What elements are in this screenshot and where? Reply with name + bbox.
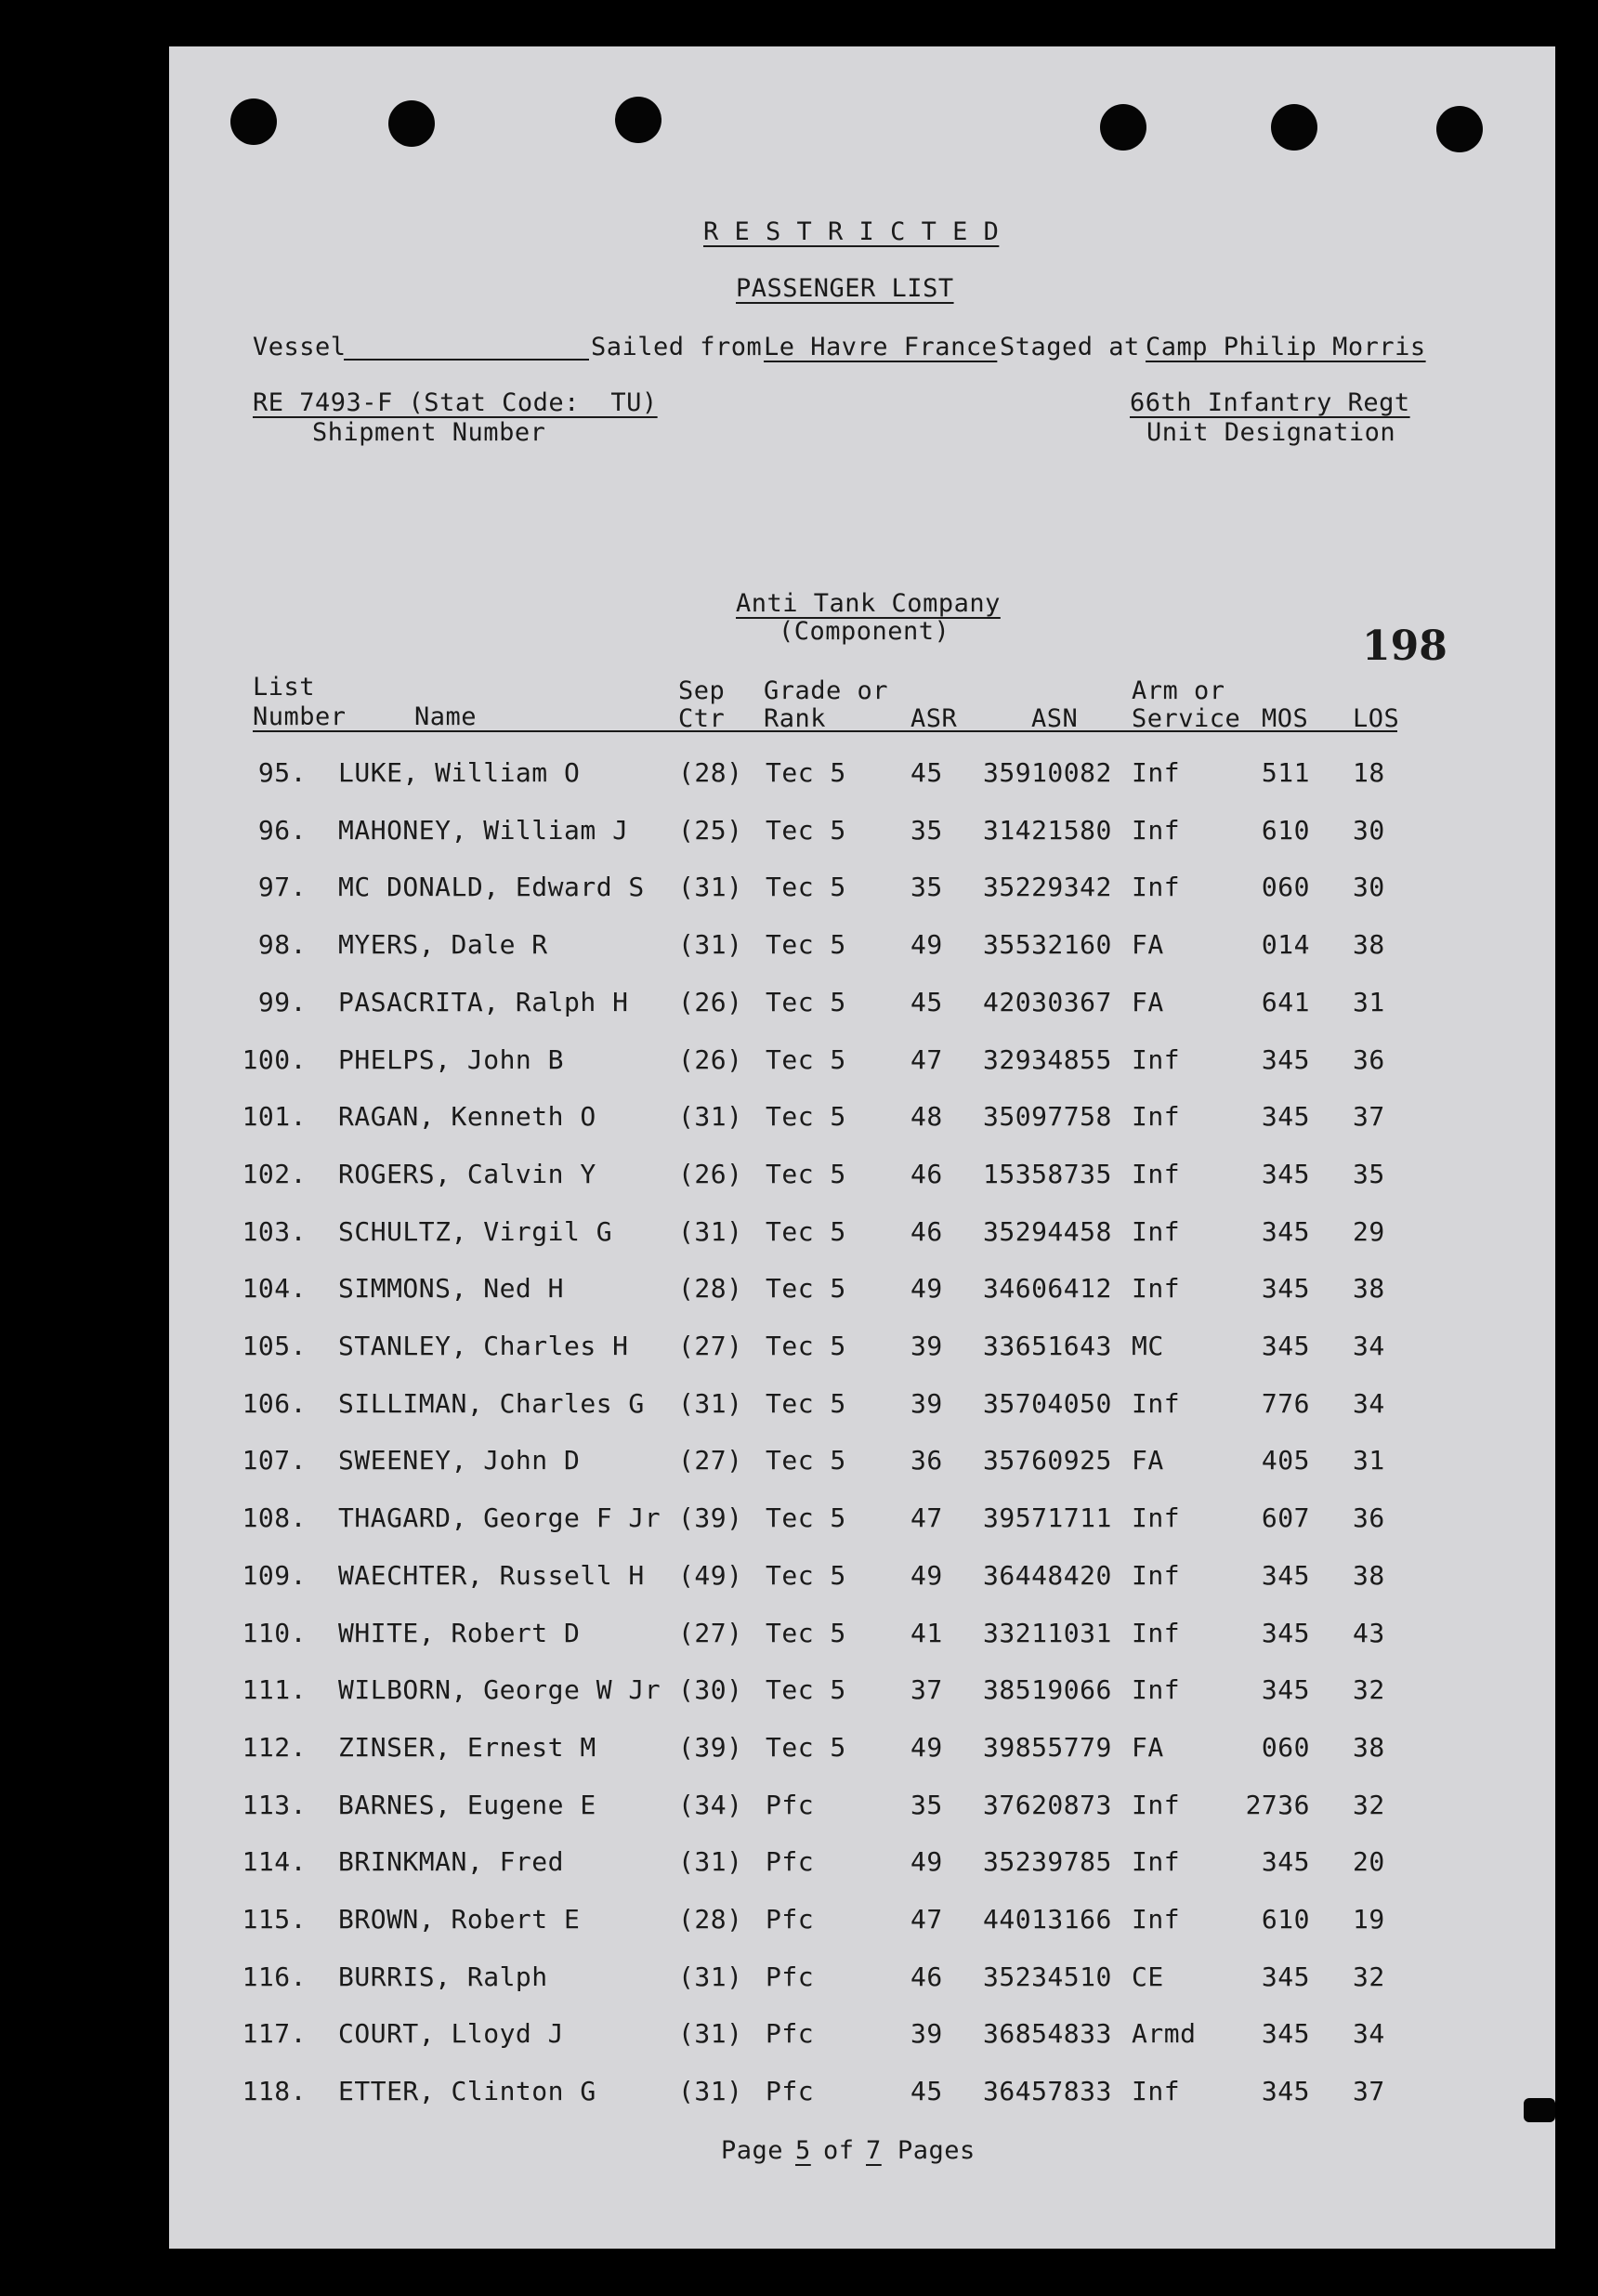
row-grade: Tec 5 bbox=[766, 1560, 846, 1591]
row-asn: 36448420 bbox=[983, 1560, 1112, 1591]
page-word: Page bbox=[721, 2136, 784, 2165]
row-los: 20 bbox=[1353, 1846, 1385, 1877]
row-arm: Inf bbox=[1132, 872, 1181, 902]
col-arm-service: Arm or bbox=[1132, 676, 1225, 705]
row-grade: Tec 5 bbox=[766, 1044, 846, 1075]
sailed-label: Sailed from bbox=[591, 333, 763, 361]
row-arm: Inf bbox=[1132, 1846, 1181, 1877]
edge-mark bbox=[1524, 2098, 1555, 2122]
row-sep-ctr: (27) bbox=[678, 1331, 743, 1361]
row-name: ROGERS, Calvin Y bbox=[338, 1159, 596, 1189]
col-sep-ctr: Ctr bbox=[678, 704, 726, 733]
row-sep-ctr: (28) bbox=[678, 1273, 743, 1304]
row-sep-ctr: (31) bbox=[678, 1846, 743, 1877]
row-name: MC DONALD, Edward S bbox=[338, 872, 645, 902]
row-asn: 42030367 bbox=[983, 987, 1112, 1017]
row-arm: FA bbox=[1132, 929, 1164, 960]
row-number: 104. bbox=[242, 1273, 307, 1304]
row-los: 34 bbox=[1353, 1331, 1385, 1361]
page-stamp-number: 198 bbox=[1362, 623, 1447, 670]
row-asn: 35910082 bbox=[983, 757, 1112, 788]
row-mos: 345 bbox=[1261, 1961, 1310, 1992]
row-asr: 39 bbox=[910, 2018, 943, 2049]
row-asr: 48 bbox=[910, 1101, 943, 1132]
row-asn: 35532160 bbox=[983, 929, 1112, 960]
row-los: 30 bbox=[1353, 815, 1385, 846]
row-number: 96. bbox=[257, 815, 307, 846]
row-asr: 36 bbox=[910, 1445, 943, 1476]
row-los: 30 bbox=[1353, 872, 1385, 902]
row-arm: MC bbox=[1132, 1331, 1164, 1361]
row-asr: 46 bbox=[910, 1216, 943, 1247]
row-mos: 345 bbox=[1261, 1331, 1310, 1361]
row-name: WAECHTER, Russell H bbox=[338, 1560, 645, 1591]
row-name: MYERS, Dale R bbox=[338, 929, 548, 960]
col-list-number: List bbox=[253, 673, 316, 702]
page-total: 7 bbox=[866, 2136, 882, 2165]
row-sep-ctr: (31) bbox=[678, 2076, 743, 2106]
row-number: 109. bbox=[242, 1560, 307, 1591]
row-mos: 610 bbox=[1261, 815, 1310, 846]
unit-caption: Unit Designation bbox=[1146, 418, 1396, 447]
of-word: of bbox=[823, 2136, 855, 2165]
row-mos: 345 bbox=[1261, 1044, 1310, 1075]
row-number: 112. bbox=[242, 1732, 307, 1763]
row-los: 31 bbox=[1353, 987, 1385, 1017]
sailed-value: Le Havre France bbox=[764, 333, 998, 361]
row-asr: 35 bbox=[910, 872, 943, 902]
row-arm: Inf bbox=[1132, 1790, 1181, 1820]
row-mos: 345 bbox=[1261, 1674, 1310, 1705]
row-asr: 45 bbox=[910, 2076, 943, 2106]
row-grade: Tec 5 bbox=[766, 1159, 846, 1189]
row-arm: FA bbox=[1132, 987, 1164, 1017]
row-number: 98. bbox=[257, 929, 307, 960]
row-arm: Inf bbox=[1132, 757, 1181, 788]
row-asn: 39571711 bbox=[983, 1502, 1112, 1533]
row-sep-ctr: (34) bbox=[678, 1790, 743, 1820]
row-asn: 36457833 bbox=[983, 2076, 1112, 2106]
col-los: LOS bbox=[1353, 704, 1400, 733]
col-arm-service: Service bbox=[1132, 704, 1241, 733]
row-number: 102. bbox=[242, 1159, 307, 1189]
row-name: STANLEY, Charles H bbox=[338, 1331, 629, 1361]
row-mos: 345 bbox=[1261, 1618, 1310, 1648]
row-mos: 345 bbox=[1261, 1560, 1310, 1591]
row-grade: Tec 5 bbox=[766, 1216, 846, 1247]
row-mos: 345 bbox=[1261, 2018, 1310, 2049]
row-sep-ctr: (28) bbox=[678, 757, 743, 788]
row-mos: 607 bbox=[1261, 1502, 1310, 1533]
row-los: 32 bbox=[1353, 1961, 1385, 1992]
row-grade: Tec 5 bbox=[766, 1502, 846, 1533]
row-mos: 345 bbox=[1261, 1846, 1310, 1877]
row-sep-ctr: (31) bbox=[678, 872, 743, 902]
row-asn: 34606412 bbox=[983, 1273, 1112, 1304]
row-name: BROWN, Robert E bbox=[338, 1904, 581, 1935]
col-grade: Grade or bbox=[764, 676, 889, 705]
row-grade: Tec 5 bbox=[766, 1273, 846, 1304]
row-asn: 36854833 bbox=[983, 2018, 1112, 2049]
row-asn: 38519066 bbox=[983, 1674, 1112, 1705]
row-asr: 45 bbox=[910, 987, 943, 1017]
row-grade: Tec 5 bbox=[766, 757, 846, 788]
row-asr: 47 bbox=[910, 1502, 943, 1533]
row-mos: 345 bbox=[1261, 1159, 1310, 1189]
row-grade: Pfc bbox=[766, 2018, 815, 2049]
vessel-label: Vessel bbox=[253, 333, 347, 361]
shipment-number: RE 7493-F (Stat Code: TU) bbox=[253, 388, 658, 417]
row-asr: 49 bbox=[910, 1732, 943, 1763]
row-asr: 49 bbox=[910, 1560, 943, 1591]
row-number: 113. bbox=[242, 1790, 307, 1820]
row-asn: 35294458 bbox=[983, 1216, 1112, 1247]
row-name: SWEENEY, John D bbox=[338, 1445, 581, 1476]
row-arm: FA bbox=[1132, 1445, 1164, 1476]
row-grade: Tec 5 bbox=[766, 815, 846, 846]
row-los: 38 bbox=[1353, 1560, 1385, 1591]
component-value: Anti Tank Company bbox=[736, 589, 1001, 618]
row-asr: 49 bbox=[910, 929, 943, 960]
restricted-heading: R E S T R I C T E D bbox=[703, 217, 1000, 246]
component-caption: (Component) bbox=[779, 617, 950, 646]
row-los: 32 bbox=[1353, 1790, 1385, 1820]
row-name: SIMMONS, Ned H bbox=[338, 1273, 565, 1304]
row-name: WHITE, Robert D bbox=[338, 1618, 581, 1648]
col-list-number: Number bbox=[253, 702, 347, 731]
vessel-blank-line bbox=[344, 359, 589, 361]
row-mos: 060 bbox=[1261, 1732, 1310, 1763]
row-sep-ctr: (39) bbox=[678, 1502, 743, 1533]
row-los: 38 bbox=[1353, 929, 1385, 960]
row-sep-ctr: (27) bbox=[678, 1618, 743, 1648]
row-arm: Inf bbox=[1132, 1273, 1181, 1304]
row-arm: Inf bbox=[1132, 1502, 1181, 1533]
row-mos: 641 bbox=[1261, 987, 1310, 1017]
row-los: 34 bbox=[1353, 2018, 1385, 2049]
row-name: PASACRITA, Ralph H bbox=[338, 987, 629, 1017]
row-number: 106. bbox=[242, 1388, 307, 1419]
row-mos: 345 bbox=[1261, 1216, 1310, 1247]
row-arm: Inf bbox=[1132, 1159, 1181, 1189]
row-asn: 15358735 bbox=[983, 1159, 1112, 1189]
row-asr: 35 bbox=[910, 1790, 943, 1820]
col-name: Name bbox=[414, 702, 478, 731]
row-asr: 47 bbox=[910, 1904, 943, 1935]
header-rule bbox=[253, 730, 1397, 732]
row-asr: 35 bbox=[910, 815, 943, 846]
row-number: 111. bbox=[242, 1674, 307, 1705]
row-asn: 35229342 bbox=[983, 872, 1112, 902]
row-grade: Pfc bbox=[766, 1790, 815, 1820]
row-asn: 44013166 bbox=[983, 1904, 1112, 1935]
row-name: THAGARD, George F Jr bbox=[338, 1502, 661, 1533]
row-los: 29 bbox=[1353, 1216, 1385, 1247]
row-los: 37 bbox=[1353, 1101, 1385, 1132]
row-asn: 39855779 bbox=[983, 1732, 1112, 1763]
row-mos: 345 bbox=[1261, 2076, 1310, 2106]
row-grade: Pfc bbox=[766, 1846, 815, 1877]
row-mos: 405 bbox=[1261, 1445, 1310, 1476]
row-grade: Tec 5 bbox=[766, 987, 846, 1017]
row-mos: 511 bbox=[1261, 757, 1310, 788]
col-mos: MOS bbox=[1262, 704, 1309, 733]
row-sep-ctr: (26) bbox=[678, 987, 743, 1017]
row-arm: Inf bbox=[1132, 1216, 1181, 1247]
row-sep-ctr: (31) bbox=[678, 2018, 743, 2049]
row-arm: Inf bbox=[1132, 1101, 1181, 1132]
row-name: ETTER, Clinton G bbox=[338, 2076, 596, 2106]
row-arm: Inf bbox=[1132, 1044, 1181, 1075]
row-asn: 33211031 bbox=[983, 1618, 1112, 1648]
row-asn: 35704050 bbox=[983, 1388, 1112, 1419]
row-los: 18 bbox=[1353, 757, 1385, 788]
row-arm: Inf bbox=[1132, 1618, 1181, 1648]
row-asn: 35097758 bbox=[983, 1101, 1112, 1132]
row-mos: 345 bbox=[1261, 1101, 1310, 1132]
row-mos: 014 bbox=[1261, 929, 1310, 960]
row-arm: FA bbox=[1132, 1732, 1164, 1763]
row-mos: 2736 bbox=[1245, 1790, 1310, 1820]
row-grade: Tec 5 bbox=[766, 1388, 846, 1419]
punch-hole bbox=[388, 100, 435, 147]
row-los: 36 bbox=[1353, 1044, 1385, 1075]
row-sep-ctr: (31) bbox=[678, 929, 743, 960]
row-name: SCHULTZ, Virgil G bbox=[338, 1216, 613, 1247]
row-number: 116. bbox=[242, 1961, 307, 1992]
row-arm: Inf bbox=[1132, 2076, 1181, 2106]
row-sep-ctr: (26) bbox=[678, 1044, 743, 1075]
row-asn: 32934855 bbox=[983, 1044, 1112, 1075]
row-mos: 776 bbox=[1261, 1388, 1310, 1419]
row-arm: Armd bbox=[1132, 2018, 1197, 2049]
row-number: 115. bbox=[242, 1904, 307, 1935]
row-grade: Tec 5 bbox=[766, 1618, 846, 1648]
row-sep-ctr: (49) bbox=[678, 1560, 743, 1591]
row-name: LUKE, William O bbox=[338, 757, 581, 788]
staged-value: Camp Philip Morris bbox=[1146, 333, 1426, 361]
col-asr: ASR bbox=[910, 704, 958, 733]
row-sep-ctr: (39) bbox=[678, 1732, 743, 1763]
row-asn: 35239785 bbox=[983, 1846, 1112, 1877]
row-mos: 060 bbox=[1261, 872, 1310, 902]
row-name: WILBORN, George W Jr bbox=[338, 1674, 661, 1705]
row-asr: 37 bbox=[910, 1674, 943, 1705]
row-los: 36 bbox=[1353, 1502, 1385, 1533]
row-mos: 345 bbox=[1261, 1273, 1310, 1304]
unit-designation: 66th Infantry Regt bbox=[1130, 388, 1410, 417]
passenger-list-title: PASSENGER LIST bbox=[736, 274, 954, 303]
row-asn: 35234510 bbox=[983, 1961, 1112, 1992]
row-arm: Inf bbox=[1132, 1560, 1181, 1591]
row-arm: CE bbox=[1132, 1961, 1164, 1992]
row-grade: Tec 5 bbox=[766, 1674, 846, 1705]
row-arm: Inf bbox=[1132, 815, 1181, 846]
row-name: RAGAN, Kenneth O bbox=[338, 1101, 596, 1132]
row-los: 38 bbox=[1353, 1732, 1385, 1763]
row-number: 95. bbox=[257, 757, 307, 788]
row-asr: 46 bbox=[910, 1961, 943, 1992]
row-asn: 33651643 bbox=[983, 1331, 1112, 1361]
row-mos: 610 bbox=[1261, 1904, 1310, 1935]
row-grade: Tec 5 bbox=[766, 1101, 846, 1132]
row-asn: 37620873 bbox=[983, 1790, 1112, 1820]
row-number: 114. bbox=[242, 1846, 307, 1877]
punch-hole bbox=[230, 98, 277, 145]
row-number: 117. bbox=[242, 2018, 307, 2049]
punch-hole bbox=[615, 97, 661, 143]
row-number: 110. bbox=[242, 1618, 307, 1648]
row-los: 32 bbox=[1353, 1674, 1385, 1705]
row-name: BRINKMAN, Fred bbox=[338, 1846, 565, 1877]
row-los: 37 bbox=[1353, 2076, 1385, 2106]
staged-label: Staged at bbox=[1000, 333, 1140, 361]
col-sep-ctr: Sep bbox=[678, 676, 726, 705]
row-sep-ctr: (25) bbox=[678, 815, 743, 846]
row-name: BARNES, Eugene E bbox=[338, 1790, 596, 1820]
row-los: 19 bbox=[1353, 1904, 1385, 1935]
row-name: MAHONEY, William J bbox=[338, 815, 629, 846]
row-number: 103. bbox=[242, 1216, 307, 1247]
row-asr: 45 bbox=[910, 757, 943, 788]
row-asr: 49 bbox=[910, 1273, 943, 1304]
row-sep-ctr: (28) bbox=[678, 1904, 743, 1935]
col-asn: ASN bbox=[1031, 704, 1079, 733]
row-name: COURT, Lloyd J bbox=[338, 2018, 565, 2049]
page-number: 5 bbox=[795, 2136, 811, 2165]
row-number: 105. bbox=[242, 1331, 307, 1361]
row-number: 108. bbox=[242, 1502, 307, 1533]
row-asr: 41 bbox=[910, 1618, 943, 1648]
row-name: ZINSER, Ernest M bbox=[338, 1732, 596, 1763]
row-asr: 46 bbox=[910, 1159, 943, 1189]
row-asr: 47 bbox=[910, 1044, 943, 1075]
pages-word: Pages bbox=[897, 2136, 976, 2165]
row-grade: Tec 5 bbox=[766, 1732, 846, 1763]
row-sep-ctr: (27) bbox=[678, 1445, 743, 1476]
row-arm: Inf bbox=[1132, 1904, 1181, 1935]
row-number: 101. bbox=[242, 1101, 307, 1132]
punch-hole bbox=[1100, 104, 1146, 151]
row-asr: 39 bbox=[910, 1331, 943, 1361]
row-arm: Inf bbox=[1132, 1388, 1181, 1419]
row-los: 38 bbox=[1353, 1273, 1385, 1304]
row-name: SILLIMAN, Charles G bbox=[338, 1388, 645, 1419]
row-name: PHELPS, John B bbox=[338, 1044, 565, 1075]
row-sep-ctr: (26) bbox=[678, 1159, 743, 1189]
shipment-caption: Shipment Number bbox=[312, 418, 546, 447]
row-sep-ctr: (31) bbox=[678, 1961, 743, 1992]
row-grade: Tec 5 bbox=[766, 1331, 846, 1361]
row-grade: Tec 5 bbox=[766, 1445, 846, 1476]
row-sep-ctr: (31) bbox=[678, 1388, 743, 1419]
row-asn: 35760925 bbox=[983, 1445, 1112, 1476]
row-los: 34 bbox=[1353, 1388, 1385, 1419]
col-grade: Rank bbox=[764, 704, 827, 733]
row-los: 35 bbox=[1353, 1159, 1385, 1189]
row-number: 97. bbox=[257, 872, 307, 902]
row-grade: Tec 5 bbox=[766, 929, 846, 960]
row-number: 107. bbox=[242, 1445, 307, 1476]
row-number: 100. bbox=[242, 1044, 307, 1075]
row-number: 118. bbox=[242, 2076, 307, 2106]
row-arm: Inf bbox=[1132, 1674, 1181, 1705]
row-grade: Pfc bbox=[766, 1961, 815, 1992]
row-sep-ctr: (31) bbox=[678, 1101, 743, 1132]
row-asr: 49 bbox=[910, 1846, 943, 1877]
row-los: 43 bbox=[1353, 1618, 1385, 1648]
row-asn: 31421580 bbox=[983, 815, 1112, 846]
row-sep-ctr: (31) bbox=[678, 1216, 743, 1247]
row-sep-ctr: (30) bbox=[678, 1674, 743, 1705]
row-name: BURRIS, Ralph bbox=[338, 1961, 548, 1992]
row-grade: Tec 5 bbox=[766, 872, 846, 902]
row-asr: 39 bbox=[910, 1388, 943, 1419]
row-los: 31 bbox=[1353, 1445, 1385, 1476]
punch-hole bbox=[1436, 106, 1483, 152]
row-grade: Pfc bbox=[766, 2076, 815, 2106]
punch-hole bbox=[1271, 104, 1317, 151]
row-grade: Pfc bbox=[766, 1904, 815, 1935]
row-number: 99. bbox=[257, 987, 307, 1017]
